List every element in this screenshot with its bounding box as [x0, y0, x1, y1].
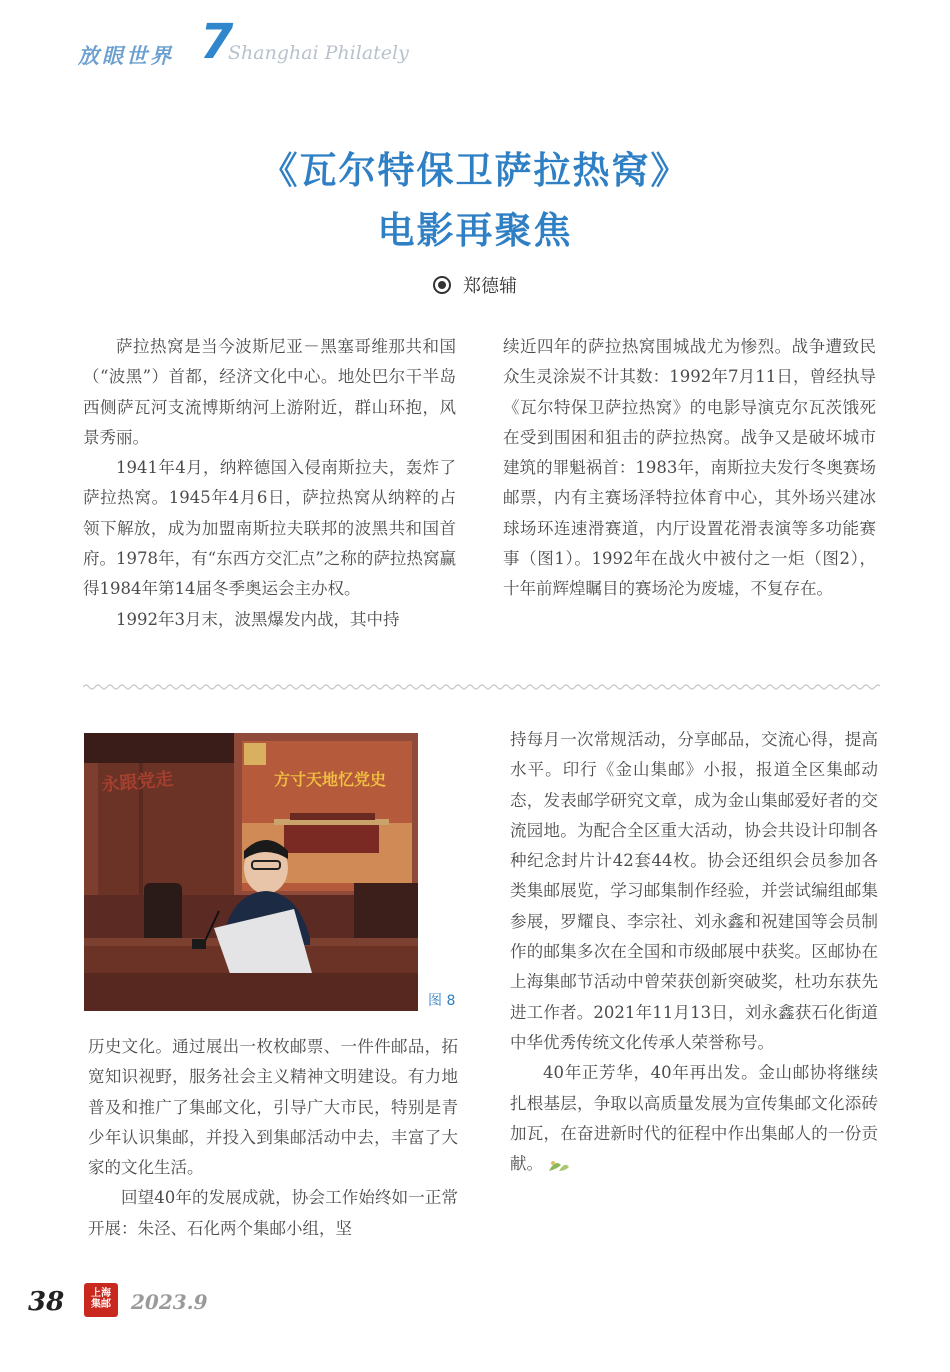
paragraph-text: 40年正芳华，40年再出发。金山邮协将继续扎根基层，争取以高质量发展为宣传集邮文化添砖加瓦，在奋进新时代的征程中作出集邮人的一份贡献。	[510, 1063, 878, 1174]
article-title-line2: 电影再聚焦	[377, 209, 573, 252]
paragraph: 续近四年的萨拉热窝围城战尤为惨烈。战争遭致民众生灵涂炭不计其数：1992年7月11日，曾经执导《瓦尔特保卫萨拉热窝》的电影导演克尔瓦茨饿死在受到围困和狙击的萨拉热窝。战争又是破坏城市建筑的罪魁祸首：1983年，南斯拉夫发行冬奥赛场邮票，内有主赛场泽特拉体育中心，其外场兴建冰球场环连速滑赛道，内厅设置花滑表演等多功能赛事（图1）。1992年在战火中被付之一炬（图2），十年前辉煌瞩目的赛场沦为废墟，不复存在。	[503, 337, 876, 599]
event-photo	[84, 733, 418, 1011]
brand-number: 7	[200, 14, 234, 70]
top-left-column	[83, 332, 456, 635]
paragraph	[510, 1058, 878, 1179]
logo-line2: 集邮	[91, 1299, 111, 1310]
bottom-left-column	[88, 1032, 458, 1244]
paragraph: 历史文化。通过展出一枚枚邮票、一件件邮品，拓宽知识视野，服务社会主义精神文明建设。有力地普及和推广了集邮文化，引导广大市民，特别是青少年认识集邮，并投入到集邮活动中去，丰富了大家的文化生活。	[88, 1037, 458, 1178]
brand-english: Shanghai Philately	[228, 42, 409, 64]
top-right-column	[503, 332, 876, 605]
page-number: 38	[28, 1287, 65, 1317]
paragraph: 1941年4月，纳粹德国入侵南斯拉夫，轰炸了萨拉热窝。1945年4月6日，萨拉热窝从纳粹的占领下解放，成为加盟南斯拉夫联邦的波黑共和国首府。1978年，有“东西方交汇点”之称的萨拉热窝赢得1984年第14届冬季奥运会主办权。	[83, 458, 456, 599]
author-name: 郑德辅	[463, 276, 517, 297]
article-title-line1: 《瓦尔特保卫萨拉热窝》	[260, 149, 690, 192]
bottom-right-column	[510, 725, 878, 1179]
paragraph: 回望40年的发展成就，协会工作始终如一正常开展：朱泾、石化两个集邮小组，坚	[88, 1188, 458, 1238]
logo-line1: 上海	[91, 1288, 111, 1299]
wall-banner-text: 永跟党走	[100, 768, 175, 796]
section-name: 放眼世界	[78, 43, 174, 68]
issue-date: 2023.9	[131, 1290, 208, 1314]
bullseye-icon	[433, 276, 451, 294]
paragraph: 1992年3月末，波黑爆发内战，其中持	[116, 609, 400, 629]
paragraph: 持每月一次常规活动，分享邮品，交流心得，提高水平。印行《金山集邮》小报，报道全区集邮动态，发表邮学研究文章，成为金山集邮爱好者的交流园地。为配合全区重大活动，协会共设计印制各种纪念封片计42套44枚。协会还组织会员参加各类集邮展览，学习邮集制作经验，并尝试编组邮集参展，罗耀良、李宗社、刘永鑫和祝建国等会员制作的邮集多次在全国和市级邮展中获奖。区邮协在上海集邮节活动中曾荣获创新突破奖，杜功东获先进工作者。2021年11月13日，刘永鑫获石化街道中华优秀传统文化传承人荣誉称号。	[510, 730, 878, 1052]
figure-label: 图 8	[428, 993, 456, 1009]
leaf-end-icon	[547, 1157, 571, 1173]
paragraph: 萨拉热窝是当今波斯尼亚－黑塞哥维那共和国（“波黑”）首都，经济文化中心。地处巴尔干半岛西侧萨瓦河支流博斯纳河上游附近，群山环抱，风景秀丽。	[83, 337, 456, 447]
section-header	[78, 14, 498, 74]
wavy-divider	[83, 682, 880, 692]
byline	[0, 272, 950, 298]
screen-title: 方寸天地忆党史	[274, 770, 387, 789]
magazine-logo	[84, 1283, 118, 1317]
